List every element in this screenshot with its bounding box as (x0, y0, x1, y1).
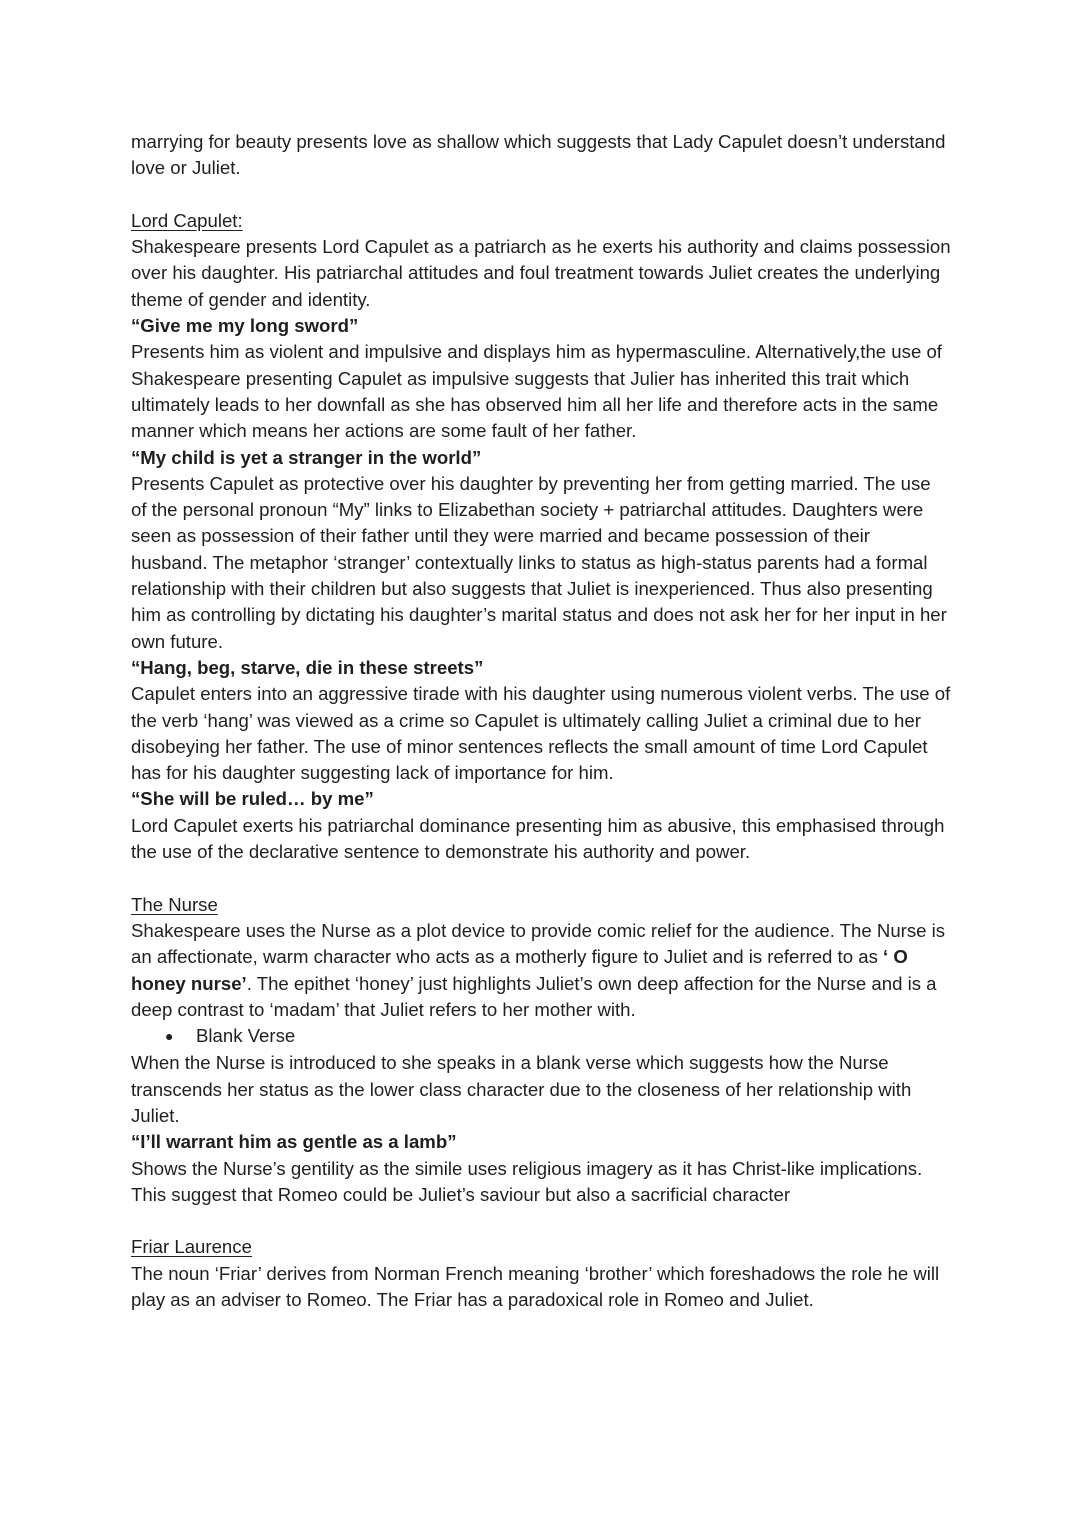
nurse-overview-part-a: Shakespeare uses the Nurse as a plot device to provide comic relief for the audience. The Nurse is an affectionate, warm character who acts as a motherly figure to Juliet and is referred to as (131, 919, 946, 968)
lord-capulet-overview: Shakespeare presents Lord Capulet as a patriarch as he exerts his authority and claims possession over his daughter. His patriarchal attitudes and foul treatment towards Juliet creates the underlying theme of gender and identity. (131, 236, 951, 310)
intro-paragraph: marrying for beauty presents love as shallow which suggests that Lady Capulet doesn’t understand love or Juliet. (131, 131, 946, 179)
analysis-ruled-by-me: Lord Capulet exerts his patriarchal dominance presenting him as abusive, this emphasised through the use of the declarative sentence to demonstrate his authority and power. (131, 814, 945, 863)
quote-ruled-by-me: “She will be ruled… by me” (131, 788, 374, 810)
quote-honey-nurse: ‘ O honey nurse’ (131, 946, 908, 994)
analysis-gentle-lamb: Shows the Nurse’s gentility as the simile uses religious imagery as it has Christ-like implications. This suggest that Romeo could be Juliet’s saviour but also a sacrificial character (131, 1157, 923, 1205)
quote-hang-beg: “Hang, beg, starve, die in these streets” (131, 656, 484, 678)
bullet-label: Blank Verse (196, 1025, 296, 1047)
bullet-item (131, 1023, 951, 1050)
bullet-icon: ● (165, 1028, 174, 1045)
document-page (131, 129, 951, 1313)
friar-paragraph: The noun ‘Friar’ derives from Norman French meaning ‘brother’ which foreshadows the role he will play as an adviser to Romeo. The Friar has a paradoxical role in Romeo and Juliet. (131, 1262, 940, 1311)
analysis-hang-beg: Capulet enters into an aggressive tirade with his daughter using numerous violent verbs. The use of the verb ‘hang’ was viewed as a crime so Capulet is ultimately calling Juliet a criminal due to her disobeying her father. The use of minor sentences reflects the small amount of time Lord Capulet has for his daughter suggesting lack of importance for him. (131, 683, 951, 784)
section-nurse (131, 892, 951, 1209)
section-friar-laurence (131, 1234, 951, 1313)
nurse-heading: The Nurse (131, 893, 218, 915)
analysis-stranger: Presents Capulet as protective over his daughter by preventing her from getting married. The use of the personal pronoun “My” links to Elizabethan society + patriarchal attitudes. Daughters were seen as possession of their father until they were married and became possession of their husband. The metaphor ‘stranger’ contextually links to status as high-status parents had a formal relationship with their children but also suggests that Juliet is inexperienced. Thus also presenting him as controlling by dictating his daughter’s marital status and does not ask her for her input in her own future. (131, 472, 947, 652)
analysis-long-sword: Presents him as violent and impulsive and displays him as hypermasculine. Alternatively,the use of Shakespeare presenting Capulet as impulsive suggests that Julier has inherited this trait which ultimately leads to her downfall as she has observed him all her life and therefore acts in the same manner which means her actions are some fault of her father. (131, 341, 942, 442)
nurse-blank-verse-paragraph: When the Nurse is introduced to she speaks in a blank verse which suggests how the Nurse transcends her status as the lower class character due to the closeness of her relationship with Juliet. (131, 1052, 912, 1126)
nurse-overview (131, 918, 951, 1023)
section-lord-capulet (131, 208, 951, 865)
quote-gentle-lamb: “I’ll warrant him as gentle as a lamb” (131, 1131, 457, 1153)
friar-heading: Friar Laurence (131, 1236, 252, 1258)
quote-long-sword: “Give me my long sword” (131, 315, 359, 337)
nurse-overview-part-b: . The epithet ‘honey’ just highlights Juliet’s own deep affection for the Nurse and is a deep contrast to ‘madam’ that Juliet refers to her mother with. (131, 972, 937, 1020)
spacer (131, 865, 951, 891)
spacer (131, 182, 951, 208)
spacer (131, 1208, 951, 1234)
lord-capulet-heading: Lord Capulet: (131, 209, 243, 231)
quote-stranger: “My child is yet a stranger in the world” (131, 446, 482, 468)
